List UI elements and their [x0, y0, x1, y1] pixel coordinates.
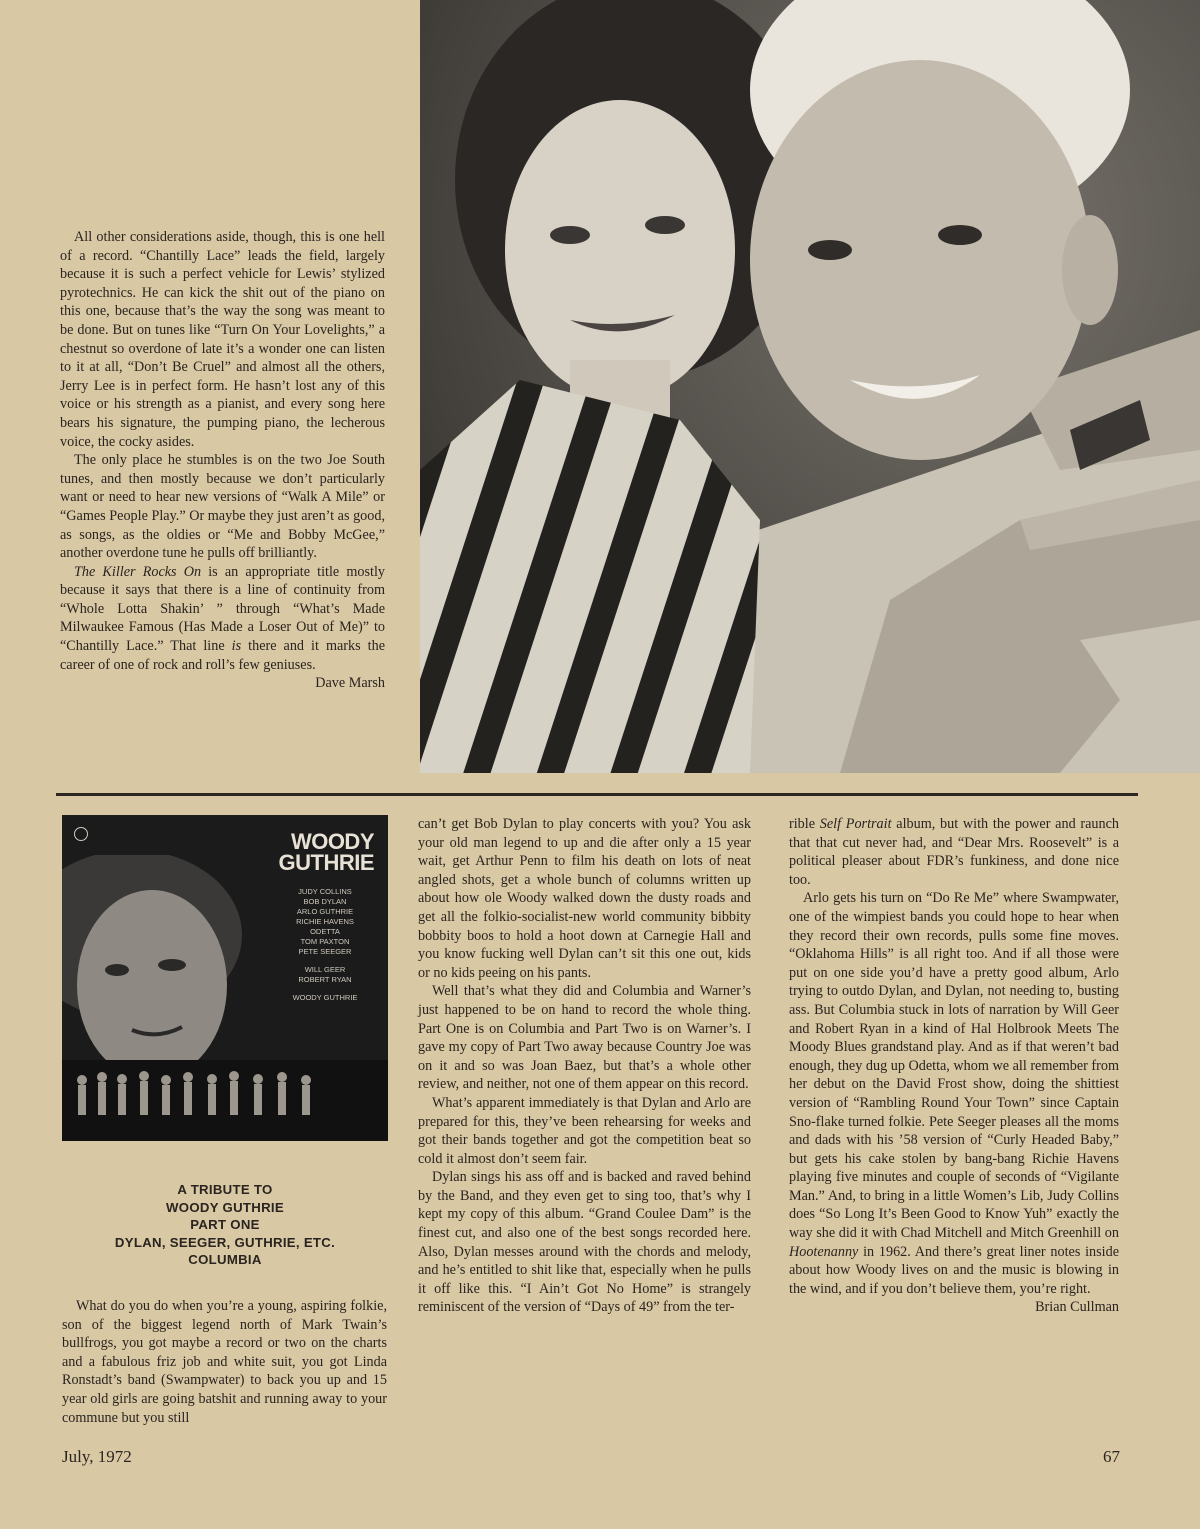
paragraph-text: rible — [789, 816, 820, 832]
bottom-review-paragraph: Well that’s what they did and Columbia and Warner’s just happened to be on hand to record the whole thing. Part One is on Columbia and Part Two is on Warner’s. I gave my copy of Part Two away because Country Joe was on it and so was Joan Baez, but that’s a whole other review, and neither, not one of them appear on this record. — [418, 983, 751, 1093]
performer-name: RICHIE HAVENS — [296, 917, 354, 926]
album-title-line-2: GUTHRIE — [278, 850, 374, 875]
album-title-line-1: WOODY — [290, 829, 374, 854]
bottom-review-byline: Brian Cullman — [1035, 1299, 1119, 1316]
bottom-review-paragraph: What’s apparent immediately is that Dylan and Arlo are prepared for this, they’ve been rehearsing for weeks and got their bands together and got the competition beat so cold it almost don’t seem fair. — [418, 1094, 751, 1167]
paragraph-text: Arlo gets his turn on “Do Re Me” where Swampwater, one of the wimpiest bands you could hope to hear when they record their own records, pulls some fine moves. “Oklahoma Hills” is all right too. And if all those were put on one side you’d have a pretty good album, Arlo trying to outdo Dylan, and Dylan, not needing to, busting ass. But Columbia stuck in lots of narration by Will Geer and Robert Ryan in a kind of Hal Holbrook Meets The Moody Blues grandstand play. And as if that weren’t bad enough, they dug up Odetta, whom we all remember from her debut on the David Frost show, doing the shittiest version of “Rambling Round Your Town” since Captain Sno-flake turned folkie. Pete Seeger pleases all the moms and dads with his ’58 version of “Curly Headed Baby,” but gets his cake stolen by bang-bang Richie Havens playing five minutes and couple of seconds of “Vigilante Man.” And, to bring in a little Women’s Lib, Judy Collins does “So Long It’s Been Good to Know Yuh” exactly the way she did it with Chad Mitchell and Mitch Greenhill on — [789, 890, 1119, 1242]
couple-photo-illustration — [420, 0, 1200, 773]
bottom-review-column-2 — [418, 815, 751, 1317]
songs-by-name: WOODY GUTHRIE — [292, 993, 358, 1002]
top-review-byline: Dave Marsh — [315, 675, 385, 692]
top-review-paragraph-1: All other considerations aside, though, this is one hell of a record. “Chantilly Lace” leads the field, largely because it is such a perfect vehicle for Lewis’ stylized pyrotechnics. He can kick the shit out of the piano on this one, because that’s the way the song was meant to be done. But on tunes like “Turn On Your Lovelights,” a chestnut so overdone of late it’s a wonder one can listen to it at all, “Don’t Be Cruel” and almost all the others, Jerry Lee is in perfect form. He hasn’t lost any of this voice or his strength as a pianist, and every song here bears his signature, the pumping piano, the lecherous voice, the cocky asides. — [60, 229, 385, 450]
emphasis-is: is — [231, 638, 242, 655]
caption-line-2: WOODY GUTHRIE — [166, 1199, 284, 1215]
bottom-review-paragraph: Dylan sings his ass off and is backed and raved behind by the Band, and they even get to sing too, that’s why I kept my copy of this album. “Grand Coulee Dam” is the finest cut, and also one of the best songs recorded here. Also, Dylan messes around with the chords and melody, and he’s entitled to shit like that, especially when he pulls it off like this. “I Ain’t Got No Home” is strangely reminiscent of the version of “Days of 49” from the ter- — [418, 1169, 751, 1316]
section-divider — [56, 793, 1138, 796]
page-number: 67 — [1103, 1447, 1120, 1466]
top-review-paragraph-3-text-b: there and it marks the career of one of rock and roll’s few geniuses. — [60, 638, 385, 673]
narrator-name: WILL GEER — [304, 965, 346, 974]
paragraph-text: in 1962. And there’s great liner notes inside about how Woody lives on and the music is blowing in the wind, and if you don’t believe them, you’re right. — [789, 1243, 1119, 1297]
album-title-killer-rocks-on: The Killer Rocks On — [74, 563, 202, 580]
album-cover-title — [279, 831, 375, 873]
top-review-paragraph-3 — [60, 563, 385, 675]
album-performer-list — [280, 887, 370, 1003]
performer-name: ODETTA — [310, 927, 340, 936]
caption-line-3: PART ONE — [190, 1217, 260, 1232]
narrator-name: ROBERT RYAN — [298, 975, 352, 984]
album-title-self-portrait: Self Portrait — [819, 816, 892, 832]
album-cover — [62, 815, 388, 1141]
top-review-column — [60, 228, 385, 693]
bottom-review-column-3 — [789, 815, 1119, 1317]
album-caption — [62, 1181, 388, 1269]
performer-name: JUDY COLLINS — [298, 887, 352, 896]
bottom-review-paragraph — [789, 815, 1119, 889]
top-review-paragraph-3-text-a: is an appropriate title mostly because it says that there is a line of continuity from “Whole Lotta Shakin’ ” through “What’s Made Milwaukee Famous (Has Made a Loser Out of Me)” to “Chantilly Lace.” That line — [60, 563, 385, 655]
performer-name: TOM PAXTON — [300, 937, 350, 946]
caption-line-5: COLUMBIA — [188, 1252, 262, 1267]
performer-name: PETE SEEGER — [298, 947, 352, 956]
paragraph-text: album, but with the power and raunch that that cut never had, and “Dear Mrs. Roosevelt” is a political pleaser about FDR’s funkiness, and done nice too. — [789, 816, 1120, 888]
issue-date: July, 1972 — [62, 1447, 132, 1466]
couple-photo — [420, 0, 1200, 773]
performer-name: BOB DYLAN — [303, 897, 347, 906]
caption-line-4: DYLAN, SEEGER, GUTHRIE, ETC. — [114, 1234, 336, 1250]
caption-line-1: A TRIBUTE TO — [177, 1182, 273, 1197]
bottom-review-column-1 — [62, 1297, 387, 1427]
top-review-paragraph-2: The only place he stumbles is on the two Joe South tunes, and then mostly because we don’t particularly want or need to hear new versions of “Walk A Mile” or “Games People Play.” Or maybe they just aren’t as good, as songs, as the oldies or “Me and Bobby McGee,” another overdone tune he pulls off brilliantly. — [60, 452, 385, 562]
bottom-review-paragraph: What do you do when you’re a young, aspiring folkie, son of the biggest legend north of Mark Twain’s bullfrogs, you got maybe a record or two on the charts and a fabulous friz job and white suit, you got Linda Ronstadt’s band (Swampwater) to back you up and 15 year old girls are going batshit and running away to your commune but you still — [62, 1298, 387, 1426]
album-title-hootenanny: Hootenanny — [789, 1243, 859, 1260]
bottom-review-paragraph: can’t get Bob Dylan to play concerts with you? You ask your old man legend to up and die after only a 15 year wait, get Arthur Penn to film his death on lots of neat angled shots, get a whole bunch of columns written up about how ole Woody walked down the dusty roads and get all the folkio-socialist-new world community bibbity bobbity boos to hold a hoot down at Carnegie Hall and you know fucking well Dylan can’t sit this one out, kids or no kids peeing on his pants. — [418, 816, 751, 981]
performer-name: ARLO GUTHRIE — [296, 907, 354, 916]
cbs-eye-logo-icon — [74, 827, 88, 841]
bottom-review-paragraph — [789, 889, 1119, 1298]
